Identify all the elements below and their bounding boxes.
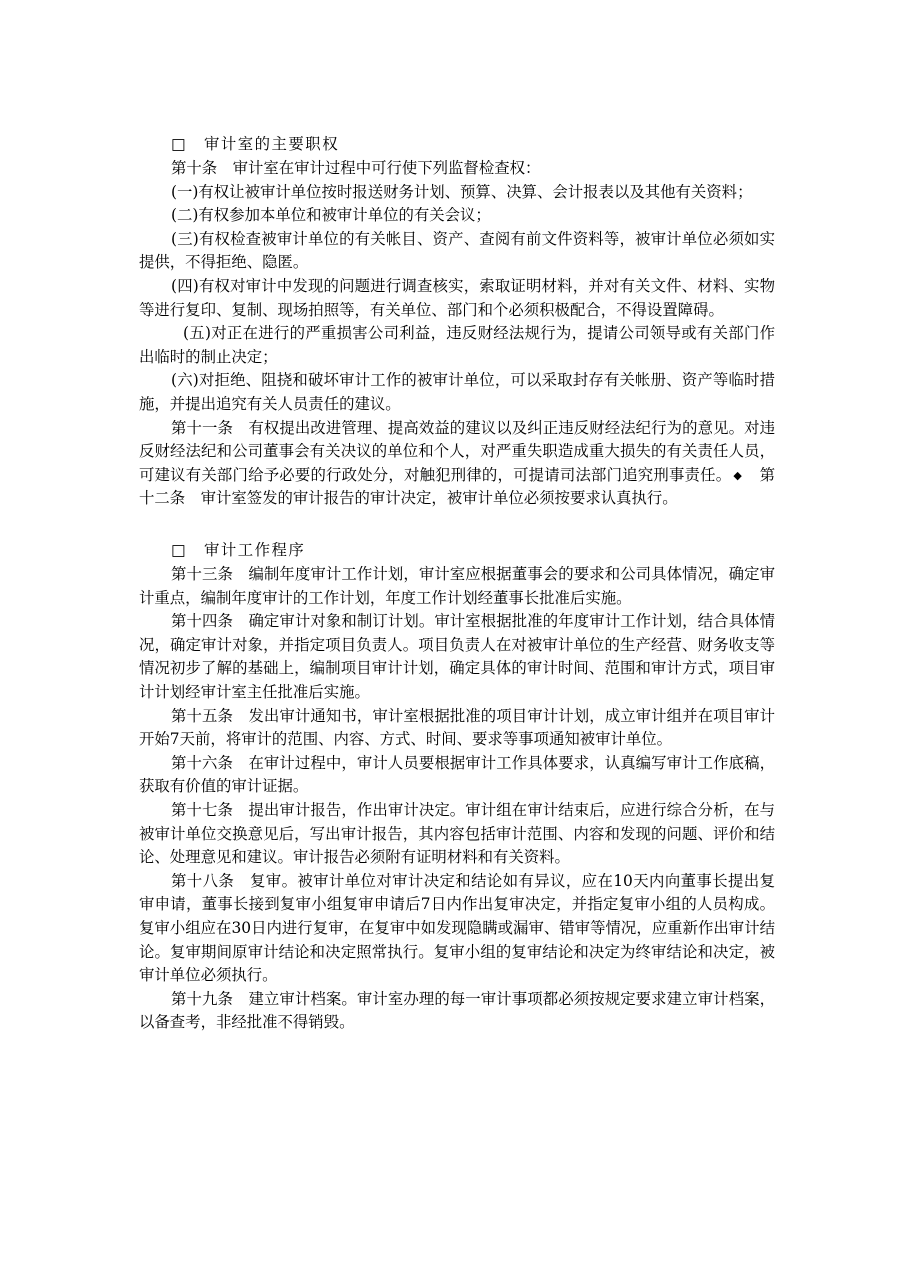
- paragraph: 第十三条 编制年度审计工作计划，审计室应根据董事会的要求和公司具体情况，确定审计重点，编制年度审计的工作计划，年度工作计划经董事长批准后实施。: [139, 565, 775, 607]
- paragraph: (六)对拒绝、阻挠和破坏审计工作的被审计单位，可以采取封存有关帐册、资产等临时措施，并提出追究有关人员责任的建议。: [139, 371, 775, 413]
- checkbox-icon: □: [171, 135, 188, 153]
- section-main-powers: [139, 131, 775, 511]
- paragraph: 第十五条 发出审计通知书，审计室根据批准的项目审计计划，成立审计组并在项目审计开始7天前，将审计的范围、内容、方式、时间、要求等事项通知被审计单位。: [139, 706, 775, 749]
- paragraph: (四)有权对审计中发现的问题进行调查核实，索取证明材料，并对有关文件、材料、实物等进行复印、复制、现场拍照等，有关单位、部门和个必须积极配合，不得设置障碍。: [139, 276, 775, 319]
- paragraph: 第十六条 在审计过程中，审计人员要根据审计工作具体要求，认真编写审计工作底稿，获取有价值的审计证据。: [139, 753, 775, 796]
- paragraph: (二)有权参加本单位和被审计单位的有关会议；: [171, 206, 491, 225]
- paragraph: 第十条 审计室在审计过程中可行使下列监督检查权：: [171, 159, 541, 177]
- section-title: 审计工作程序: [203, 541, 306, 559]
- checkbox-icon: □: [171, 541, 188, 559]
- paragraph: 第十四条 确定审计对象和制订计划。审计室根据批准的年度审计工作计划，结合具体情况，确定审计对象，并指定项目负责人。项目负责人在对被审计单位的生产经营、财务收支等情况初步了解的基础上，编制项目审计计划，确定具体的审计时间、范围和审计方式，项目审计计划经审计室主任批准后实施。: [139, 612, 775, 701]
- diamond-icon: ◆: [733, 468, 742, 482]
- paragraph: (一)有权让被审计单位按时报送财务计划、预算、决算、会计报表以及其他有关资料；: [171, 182, 753, 201]
- section-audit-procedure: [139, 537, 775, 1035]
- paragraph: (五)对正在进行的严重损害公司利益，违反财经法规行为，提请公司领导或有关部门作出临时的制止决定；: [139, 324, 775, 366]
- paragraph: 第十九条 建立审计档案。审计室办理的每一审计事项都必须按规定要求建立审计档案，以备查考，非经批准不得销毁。: [139, 989, 775, 1032]
- section-title: 审计室的主要职权: [203, 135, 340, 153]
- paragraph: 第十八条 复审。被审计单位对审计决定和结论如有异议，应在10天内向董事长提出复审申请，董事长接到复审小组复审申请后7日内作出复审决定，并指定复审小组的人员构成。复审小组应在30日内进行复审，在复审中如发现隐瞒或漏审、错审等情况，应重新作出审计结论。复审期间原审计结论和决定照常执行。复审小组的复审结论和决定为终审结论和决定，被审计单位必须执行。: [139, 871, 775, 985]
- paragraph: (三)有权检查被审计单位的有关帐目、资产、查阅有前文件资料等，被审计单位必须如实提供，不得拒绝、隐匿。: [139, 229, 775, 272]
- section-heading: [139, 537, 775, 563]
- article-11-text: 第十一条 有权提出改进管理、提高效益的建议以及纠正违反财经法纪行为的意见。对违反财经法纪和公司董事会有关决议的单位和个人，对严重失职造成重大损失的有关责任人员，可建议有关部门给予必要的行政处分，对触犯刑律的，可提请司法部门追究刑事责任。: [139, 418, 775, 484]
- section-heading: [139, 131, 775, 157]
- article-12-text: 第十二条 审计室签发的审计报告的审计决定，被审计单位必须按要求认真执行。: [139, 465, 775, 508]
- paragraph: 第十七条 提出审计报告，作出审计决定。审计组在审计结束后，应进行综合分析，在与被审计单位交换意见后，写出审计报告，其内容包括审计范围、内容和发现的问题、评价和结论、处理意见和建议。审计报告必须附有证明材料和有关资料。: [139, 800, 775, 867]
- paragraph: [139, 417, 775, 511]
